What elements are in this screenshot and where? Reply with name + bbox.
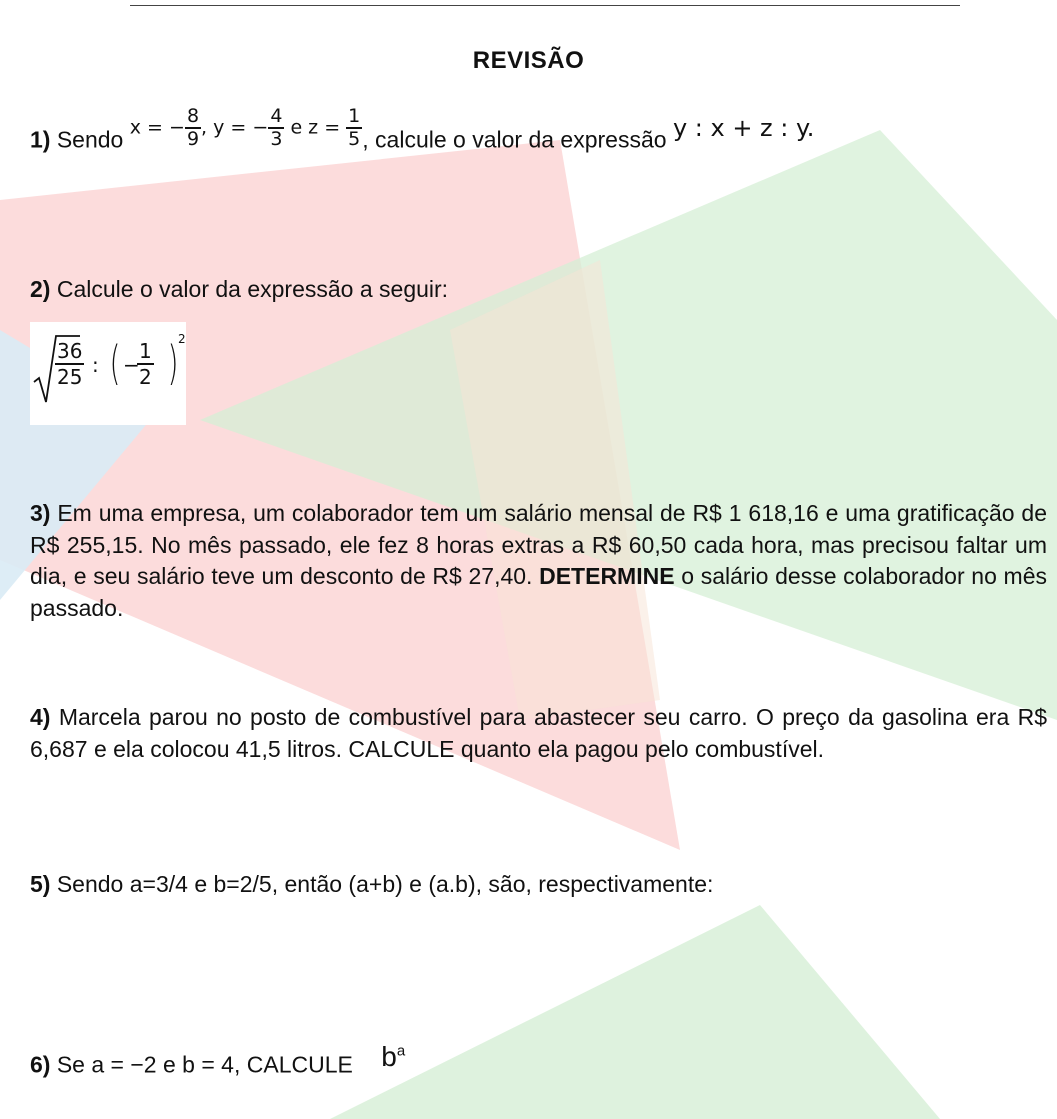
q1-z-label: e z = [290, 116, 341, 139]
q2-inner-fraction [137, 339, 154, 389]
question-2 [30, 274, 448, 306]
q1-z-denominator: 5 [348, 128, 361, 150]
q1-y-numerator: 4 [270, 105, 283, 127]
q1-y-label: y = [213, 116, 247, 139]
top-rule [130, 5, 960, 6]
q1-y-fraction [268, 106, 284, 150]
question-1-middle-text: , calcule o valor da expressão [362, 126, 667, 153]
q2-exponent: 2 [178, 332, 186, 346]
question-4-number: 4) [30, 704, 51, 730]
question-3-tail: o salário desse colaborador no mês passado. [30, 563, 1047, 621]
question-6-text: Se a = −2 e b = 4, CALCULE [56, 1051, 353, 1078]
q6-base: b [381, 1041, 397, 1073]
q1-y-denominator: 3 [270, 128, 283, 150]
question-1 [30, 105, 815, 164]
question-3-text: Em uma empresa, um colaborador tem um salário mensal de R$ 1 618,16 e uma gratificação de R$ 255,15. No mês passado, ele fez 8 horas extras a R$ 60,50 cada hora, mas precisou faltar um dia, e seu salário teve um desconto de R$ 27,40. [30, 500, 1048, 589]
q2-right-paren: ) [167, 336, 179, 390]
question-5-text: Sendo a=3/4 e b=2/5, então (a+b) e (a.b), são, respectivamente: [56, 871, 714, 897]
q1-x-label: x = [129, 116, 163, 139]
q1-x-fraction [185, 106, 201, 150]
q2-inner-denominator: 2 [139, 365, 152, 389]
page-title: REVISÃO [472, 47, 585, 74]
question-1-lead: Sendo [56, 126, 124, 153]
q2-negative-sign: − [123, 353, 140, 377]
question-5 [30, 869, 713, 901]
q1-z-fraction [346, 106, 362, 150]
q1-y-sign: − [252, 116, 269, 139]
question-3-command: DETERMINE [539, 563, 675, 589]
question-1-number: 1) [30, 126, 51, 153]
q2-expression-box [30, 322, 186, 425]
question-4-text: Marcela parou no posto de combustível para abastecer seu carro. O preço da gasolina era R$ 6,687 e ela colocou 41,5 litros. CALCULE quanto ela pagou pelo combustível. [30, 704, 1048, 762]
question-2-text: Calcule o valor da expressão a seguir: [56, 276, 449, 302]
q2-colon: : [92, 353, 99, 377]
q2-root-numerator: 36 [57, 339, 83, 363]
q2-inner-numerator: 1 [139, 339, 152, 363]
q6-exponent: a [396, 1043, 406, 1060]
q2-root-fraction [55, 339, 84, 389]
question-2-number: 2) [30, 276, 51, 302]
question-6 [30, 1042, 405, 1081]
q2-left-paren: ( [109, 336, 121, 390]
q1-x-definition [130, 106, 363, 150]
q2-root-denominator: 25 [57, 365, 83, 389]
question-5-number: 5) [30, 871, 51, 897]
q1-x-denominator: 9 [186, 128, 200, 150]
q6-power [381, 1041, 405, 1072]
question-3 [30, 498, 1047, 624]
q1-comma: , [201, 116, 208, 139]
question-6-number: 6) [30, 1051, 51, 1078]
q1-expression: y : x + z : y. [672, 113, 815, 142]
question-4 [30, 702, 1047, 765]
q1-x-numerator: 8 [186, 105, 200, 127]
q1-z-numerator: 1 [348, 105, 361, 127]
q1-x-sign: − [169, 116, 185, 139]
question-3-number: 3) [30, 500, 51, 526]
q2-root-sign [30, 322, 186, 425]
